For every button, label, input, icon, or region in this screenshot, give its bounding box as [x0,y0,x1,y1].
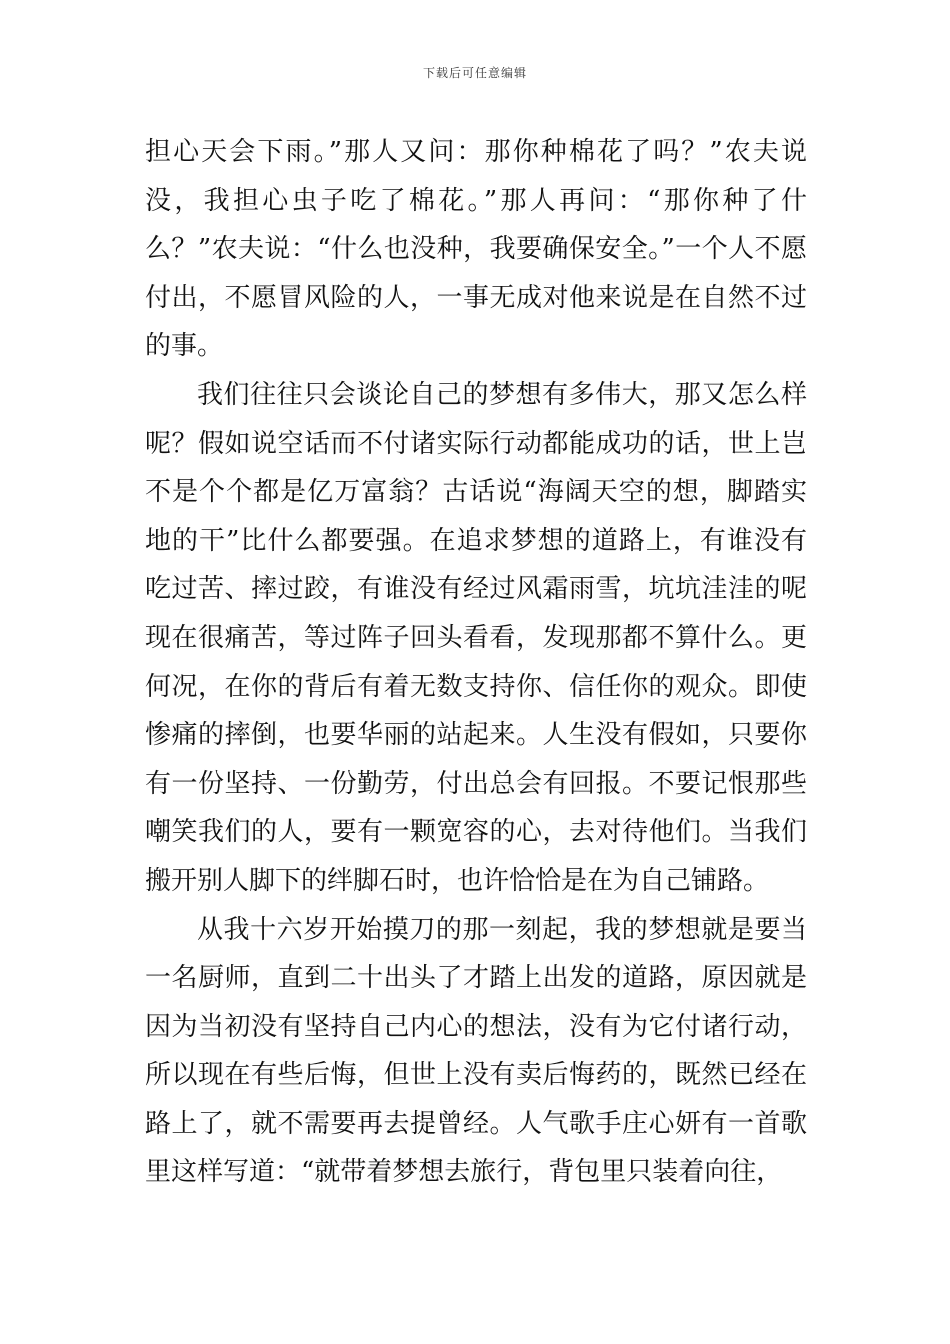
paragraph-2: 我们往往只会谈论自己的梦想有多伟大，那又怎么样呢？假如说空话而不付诸实际行动都能成功的话，世上岂不是个个都是亿万富翁？古话说“海阔天空的想，脚踏实地的干”比什么都要强。在追求梦想的道路上，有谁没有吃过苦、摔过跤，有谁没有经过风霜雨雪，坑坑洼洼的呢现在很痛苦，等过阵子回头看看，发现那都不算什么。更何况，在你的背后有着无数支持你、信任你的观众。即使惨痛的摔倒，也要华丽的站起来。人生没有假如，只要你有一份坚持、一份勤劳，付出总会有回报。不要记恨那些嘲笑我们的人，要有一颗宽容的心，去对待他们。当我们搬开别人脚下的绊脚石时，也许恰恰是在为自己铺路。 [145,379,807,896]
paragraph-1: 担心天会下雨。”那人又问：那你种棉花了吗？”农夫说没，我担心虫子吃了棉花。”那人再问：“那你种了什么？”农夫说：“什么也没种，我要确保安全。”一个人不愿付出，不愿冒风险的人，一事无成对他来说是在自然不过的事。 [145,137,807,362]
paragraph-3: 从我十六岁开始摸刀的那一刻起，我的梦想就是要当一名厨师，直到二十出头了才踏上出发的道路，原因就是因为当初没有坚持自己内心的想法，没有为它付诸行动，所以现在有些后悔，但世上没有卖后悔药的，既然已经在路上了，就不需要再去提曾经。人气歌手庄心妍有一首歌里这样写道：“就带着梦想去旅行，背包里只装着向往， [145,914,807,1188]
document-body [145,128,807,1197]
page-header: 下载后可任意编辑 [422,66,527,80]
